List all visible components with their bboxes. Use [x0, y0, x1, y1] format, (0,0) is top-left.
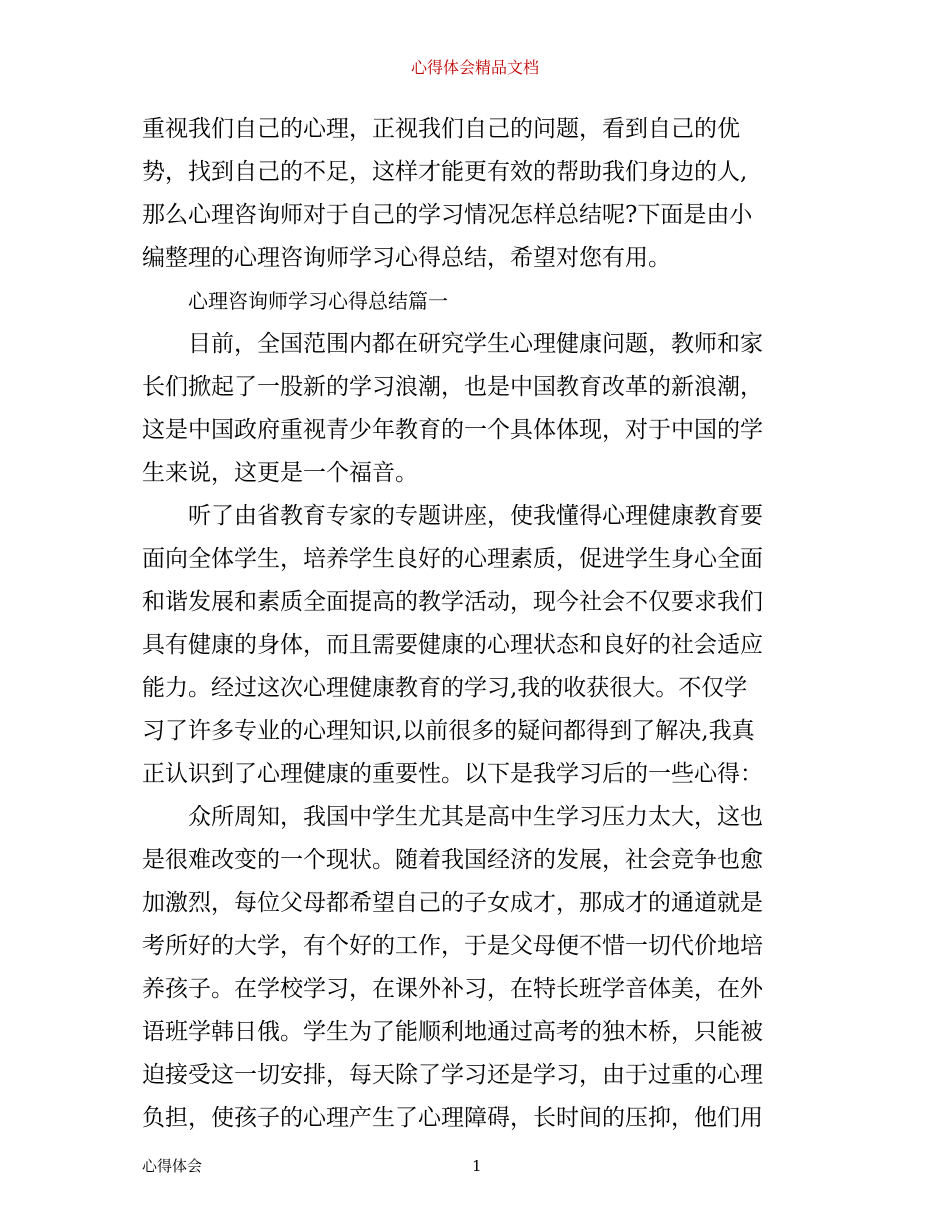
text-line: 这是中国政府重视青少年教育的一个具体体现，对于中国的学 — [142, 417, 763, 443]
text-line: 负担，使孩子的心理产生了心理障碍，长时间的压抑，他们用 — [142, 1105, 763, 1131]
text-line: 具有健康的身体，而且需要健康的心理状态和良好的社会适应 — [142, 632, 763, 658]
text-line: 势，找到自己的不足，这样才能更有效的帮助我们身边的人, — [142, 159, 748, 185]
text-line: 养孩子。在学校学习，在课外补习，在特长班学音体美，在外 — [142, 976, 763, 1002]
text-line: 迫接受这一切安排，每天除了学习还是学习，由于过重的心理 — [142, 1062, 763, 1088]
text-line: 正认识到了心理健康的重要性。以下是我学习后的一些心得： — [142, 761, 763, 787]
text-line: 加激烈，每位父母都希望自己的子女成才，那成才的通道就是 — [142, 890, 763, 916]
intro-paragraph — [142, 108, 814, 280]
text-line: 和谐发展和素质全面提高的教学活动，现今社会不仅要求我们 — [142, 589, 763, 615]
text-line: 语班学韩日俄。学生为了能顺利地通过高考的独木桥，只能被 — [142, 1019, 763, 1045]
text-line: 考所好的大学，有个好的工作，于是父母便不惜一切代价地培 — [142, 933, 763, 959]
page-footer — [142, 1156, 814, 1176]
text-line: 重视我们自己的心理，正视我们自己的问题，看到自己的优 — [142, 116, 740, 142]
text-line: 生来说，这更是一个福音。 — [142, 460, 418, 486]
text-line: 能力。经过这次心理健康教育的学习,我的收获很大。不仅学 — [142, 675, 748, 701]
paragraph-2 — [142, 495, 814, 796]
text-line: 听了由省教育专家的专题讲座，使我懂得心理健康教育要 — [188, 503, 763, 529]
footer-label: 心得体会 — [142, 1157, 203, 1175]
section-heading: 心理咨询师学习心得总结篇一 — [188, 289, 448, 313]
page-number: 1 — [472, 1157, 482, 1175]
text-line: 那么心理咨询师对于自己的学习情况怎样总结呢?下面是由小 — [142, 202, 753, 228]
text-line: 众所周知，我国中学生尤其是高中生学习压力太大，这也 — [188, 804, 763, 830]
text-line: 长们掀起了一股新的学习浪潮，也是中国教育改革的新浪潮， — [142, 374, 763, 400]
text-line: 目前，全国范围内都在研究学生心理健康问题，教师和家 — [188, 331, 763, 357]
paragraph-3 — [142, 796, 814, 1140]
document-body — [142, 108, 814, 1140]
text-line: 编整理的心理咨询师学习心得总结，希望对您有用。 — [142, 245, 671, 271]
text-line: 面向全体学生，培养学生良好的心理素质，促进学生身心全面 — [142, 546, 763, 572]
text-line: 是很难改变的一个现状。随着我国经济的发展，社会竞争也愈 — [142, 847, 763, 873]
page-header-title: 心得体会精品文档 — [410, 58, 539, 77]
paragraph-1 — [142, 323, 814, 495]
text-line: 习了许多专业的心理知识,以前很多的疑问都得到了解决,我真 — [142, 718, 755, 744]
